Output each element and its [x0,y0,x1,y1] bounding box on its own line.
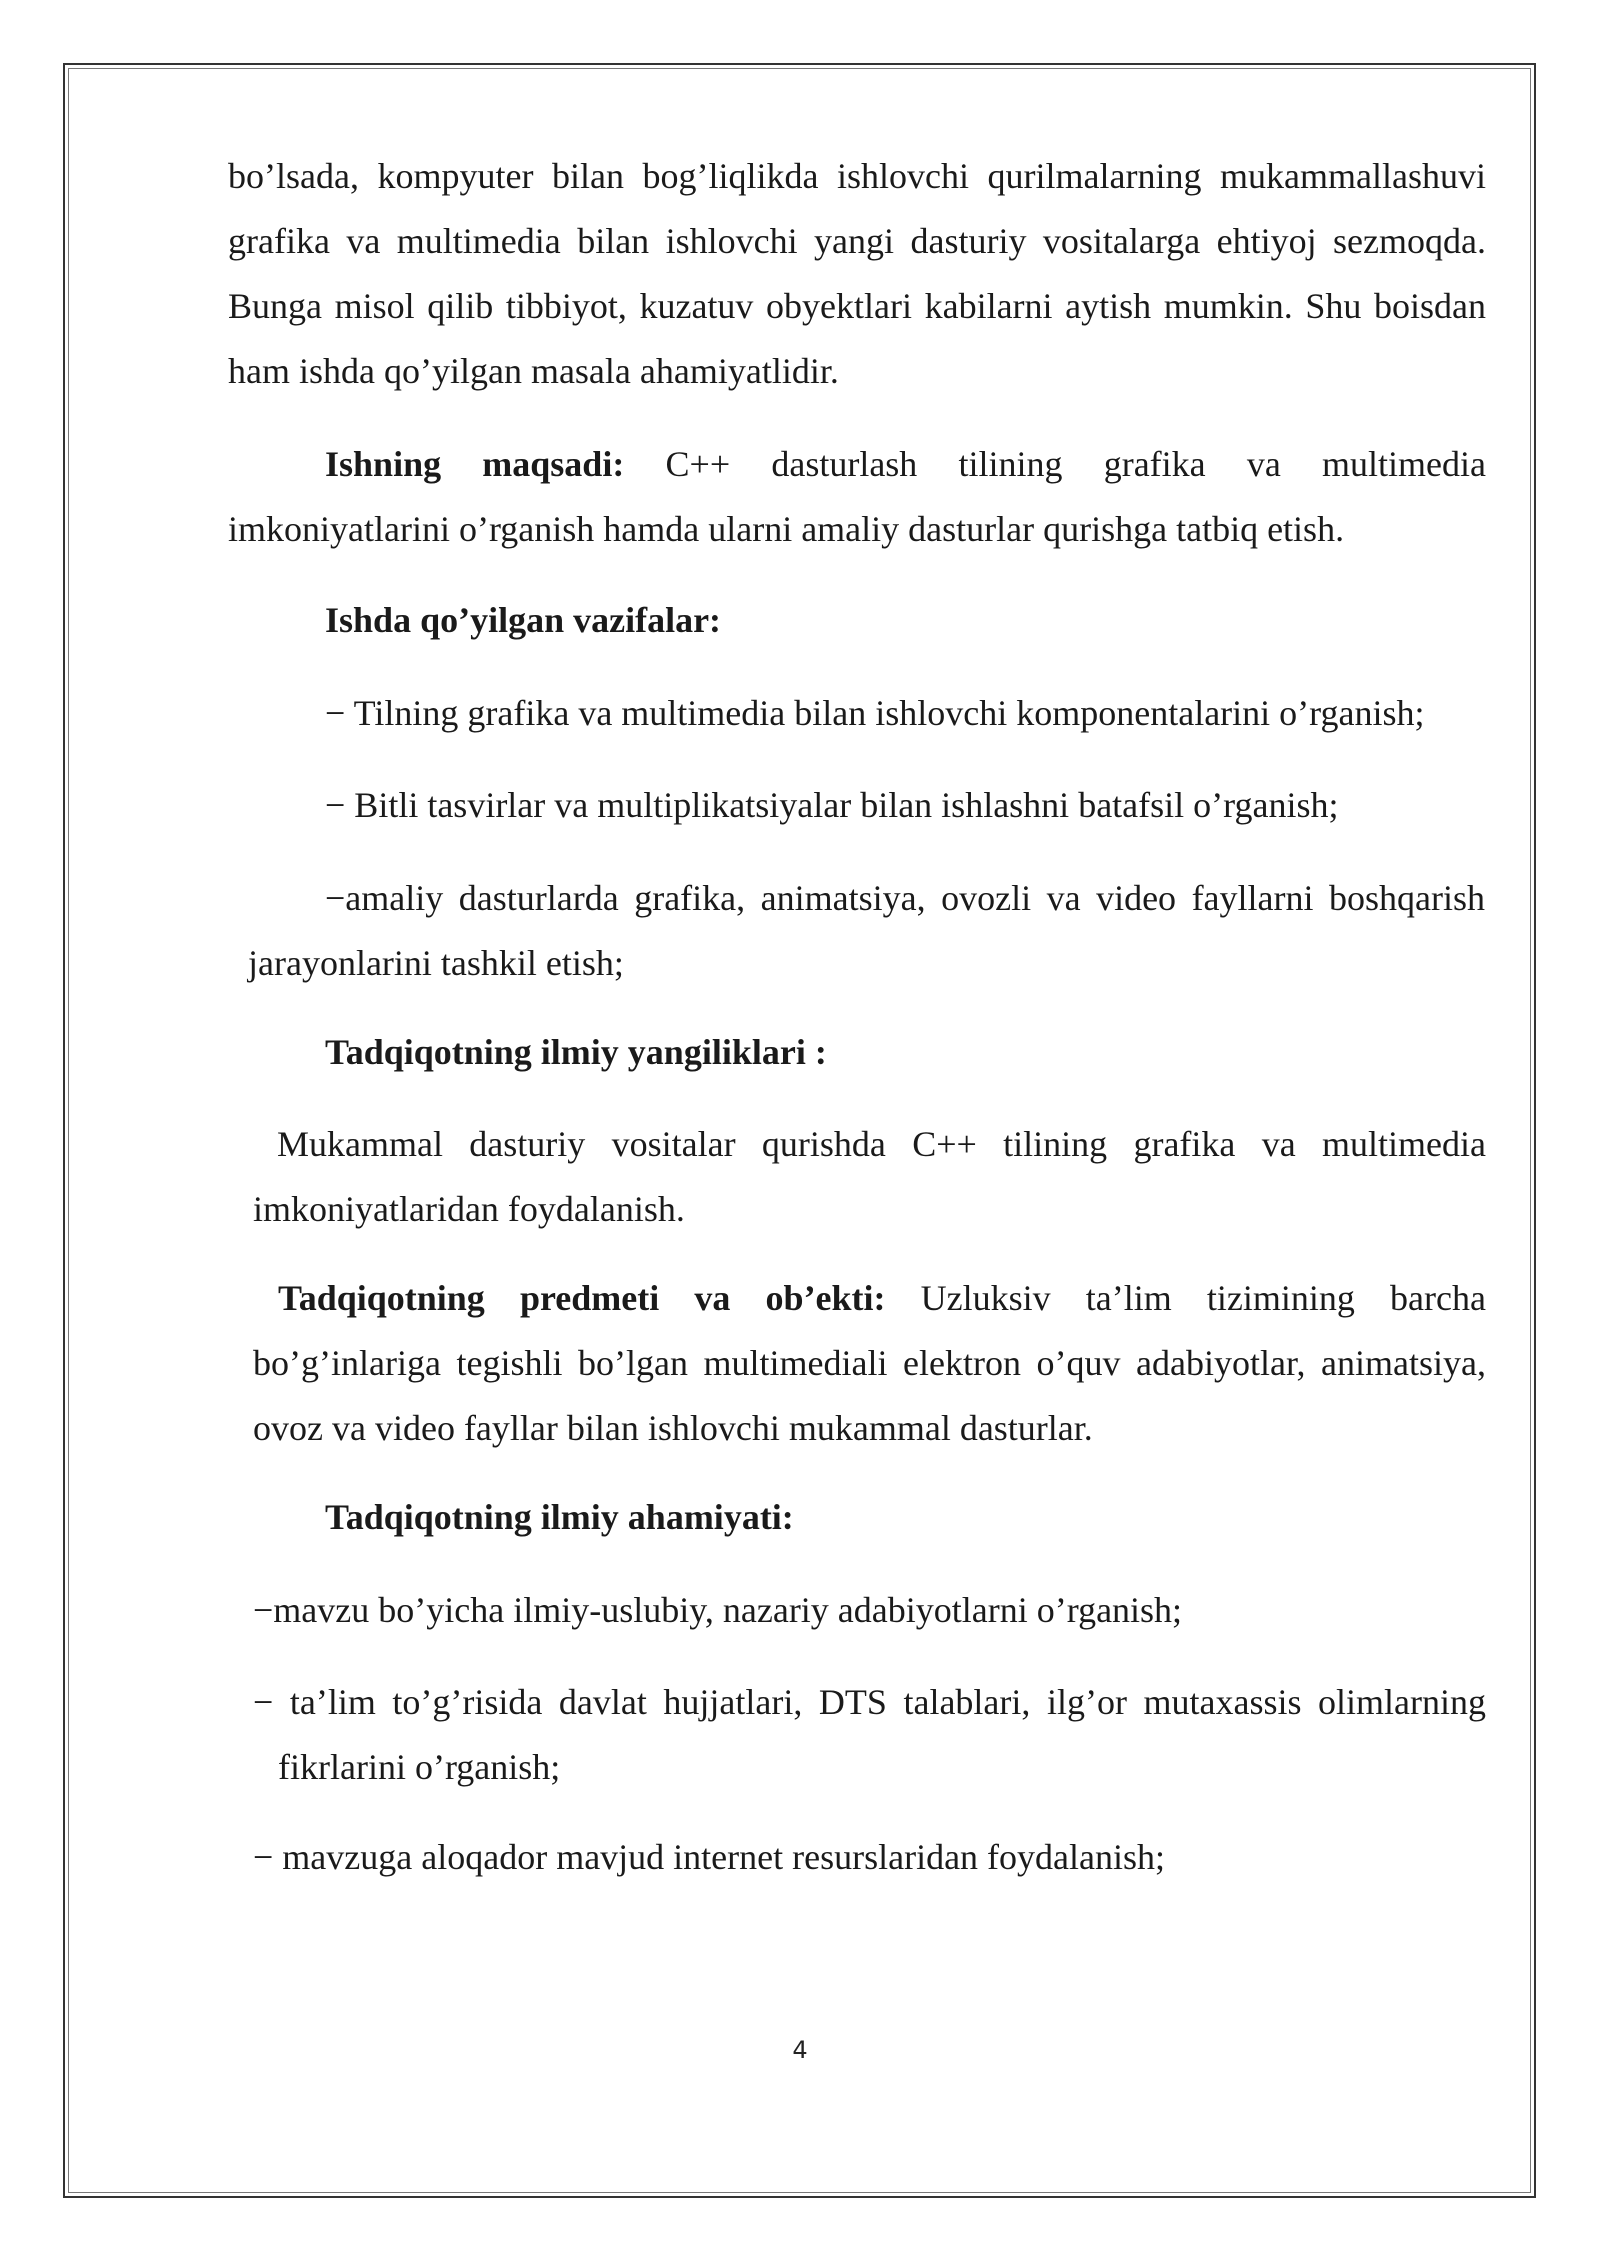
subject-heading: Tadqiqotning predmeti va ob’ekti: [278,1278,886,1318]
goal-text: C++ dasturlash tilining grafika va multimedia imkoniyatlarini o’rganish hamda ularni amaliy dasturlar qurishga tatbiq etish. [228,444,1486,549]
tasks-heading-text: Ishda qo’yilgan vazifalar: [325,600,722,640]
goal-heading: Ishning maqsadi: [325,444,625,484]
subject-paragraph [253,1266,1486,1461]
significance-item-3: − mavzuga aloqador mavjud internet resurslaridan foydalanish; [253,1837,1166,1877]
task-item-3-line-2: jarayonlarini tashkil etish; [248,943,624,983]
intro-paragraph: bo’lsada, kompyuter bilan bog’liqlikda ishlovchi qurilmalarning mukammallashuvi grafika va multimedia bilan ishlovchi yangi dasturiy vositalarga ehtiyoj sezmoqda. Bunga misol qilib tibbiyot, kuzatuv obyektlari kabilarni aytish mumkin. Shu boisdan ham ishda qo’yilgan masala ahamiyatlidir. [228,156,1486,391]
significance-item-2-line-2: fikrlarini o’rganish; [278,1747,561,1787]
task-item-2: − Bitli tasvirlar va multiplikatsiyalar bilan ishlashni batafsil o’rganish; [325,785,1339,825]
significance-item-2-line-1: − ta’lim to’g’risida davlat hujjatlari, DTS talablari, ilg’or mutaxassis olimlarning [253,1682,1486,1722]
novelty-line-2: imkoniyatlaridan foydalanish. [253,1189,685,1229]
task-item-3-line-1: −amaliy dasturlarda grafika, animatsiya, ovozli va video fayllarni boshqarish [325,878,1485,918]
significance-item-1: −mavzu bo’yicha ilmiy-uslubiy, nazariy adabiyotlarni o’rganish; [253,1590,1183,1630]
tasks-heading [325,588,1485,653]
novelty-heading [325,1020,1485,1085]
page-number: 4 [792,2036,808,2064]
significance-heading [325,1485,1485,1550]
task-item-1: − Tilning grafika va multimedia bilan ishlovchi komponentalarini o’rganish; [325,693,1425,733]
novelty-heading-text: Tadqiqotning ilmiy yangiliklari : [325,1032,827,1072]
subject-text: Uzluksiv ta’lim tizimining barcha bo’g’inlariga tegishli bo’lgan multimediali elektron o’quv adabiyotlar, animatsiya, ovoz va video fayllar bilan ishlovchi mukammal dasturlar. [253,1278,1486,1448]
novelty-line-1: Mukammal dasturiy vositalar qurishda C++ tilining grafika va multimedia [277,1124,1486,1164]
significance-heading-text: Tadqiqotning ilmiy ahamiyati: [325,1497,794,1537]
goal-paragraph [228,432,1486,562]
